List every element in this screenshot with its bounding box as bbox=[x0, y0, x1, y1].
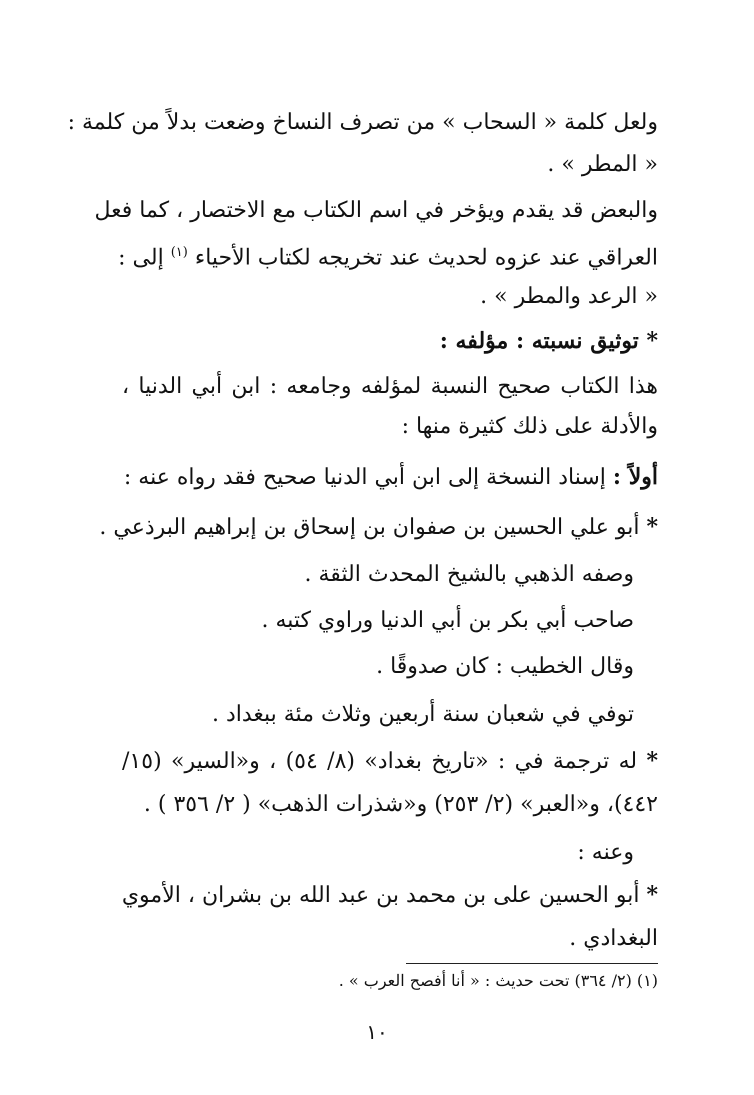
biography-refs-line-1 bbox=[122, 746, 658, 777]
asterisk-marker: * bbox=[646, 328, 658, 354]
paragraph-1-line-1: ولعل كلمة « السحاب » من تصرف النساخ وضعت بدلاً من كلمة : bbox=[67, 110, 658, 135]
asterisk-marker: * bbox=[646, 882, 658, 908]
paragraph-2-line-3: « الرعد والمطر » . bbox=[480, 284, 658, 309]
paragraph-2-line-2 bbox=[118, 238, 658, 273]
paragraph-3-line-1: هذا الكتاب صحيح النسبة لمؤلفه وجامعه : ابن أبي الدنيا ، bbox=[122, 374, 658, 399]
narrator-2-name: أبو الحسين على بن محمد بن عبد الله بن بشران ، الأموي bbox=[121, 883, 640, 908]
page-number: ١٠ bbox=[366, 1020, 388, 1044]
narrator-1-detail-4: توفي في شعبان سنة أربعين وثلاث مئة ببغداد . bbox=[211, 702, 634, 727]
narrator-2-line-1 bbox=[122, 880, 658, 911]
paragraph-2-line-2-text: العراقي عند عزوه لحديث عند تخريجه لكتاب الأحياء bbox=[194, 245, 658, 271]
footnote-reference: (١) bbox=[170, 245, 188, 260]
narrator-1 bbox=[99, 512, 658, 543]
biography-refs-text: له ترجمة في : «تاريخ بغداد» (٨/ ٥٤) ، و«السير» (١٥/ bbox=[122, 749, 638, 774]
asterisk-marker: * bbox=[646, 514, 658, 540]
first-evidence bbox=[124, 462, 658, 493]
narrator-1-detail-3: وقال الخطيب : كان صدوقًا . bbox=[376, 654, 634, 679]
section-heading bbox=[440, 326, 658, 356]
first-evidence-text: إسناد النسخة إلى ابن أبي الدنيا صحيح فقد رواه عنه : bbox=[123, 465, 606, 490]
narrator-1-detail-2: صاحب أبي بكر بن أبي الدنيا وراوي كتبه . bbox=[261, 608, 634, 633]
footnote-divider bbox=[406, 963, 658, 964]
narrator-2-line-2: البغدادي . bbox=[569, 926, 658, 951]
narrator-1-name: أبو علي الحسين بن صفوان بن إسحاق بن إبراهيم البرذعي . bbox=[99, 515, 640, 540]
first-label: أولاً : bbox=[612, 464, 658, 490]
paragraph-3-line-2: والأدلة على ذلك كثيرة منها : bbox=[401, 414, 658, 439]
paragraph-2-line-2-end: إلى : bbox=[118, 245, 164, 271]
and-from-him: وعنه : bbox=[577, 840, 634, 865]
footnote: (١) (٢/ ٣٦٤) تحت حديث : « أنا أفصح العرب » . bbox=[338, 971, 658, 990]
section-heading-text: توثيق نسبته : مؤلفه : bbox=[439, 328, 639, 354]
paragraph-2-line-1: والبعض قد يقدم ويؤخر في اسم الكتاب مع الاختصار ، كما فعل bbox=[94, 198, 658, 223]
biography-refs-line-2: ٤٤٢)، و«العبر» (٢/ ٢٥٣) و«شذرات الذهب» ( ٢/ ٣٥٦ ) . bbox=[143, 792, 658, 817]
narrator-1-detail-1: وصفه الذهبي بالشيخ المحدث الثقة . bbox=[304, 562, 634, 587]
asterisk-marker: * bbox=[646, 748, 658, 774]
paragraph-1-line-2: « المطر » . bbox=[547, 152, 658, 177]
